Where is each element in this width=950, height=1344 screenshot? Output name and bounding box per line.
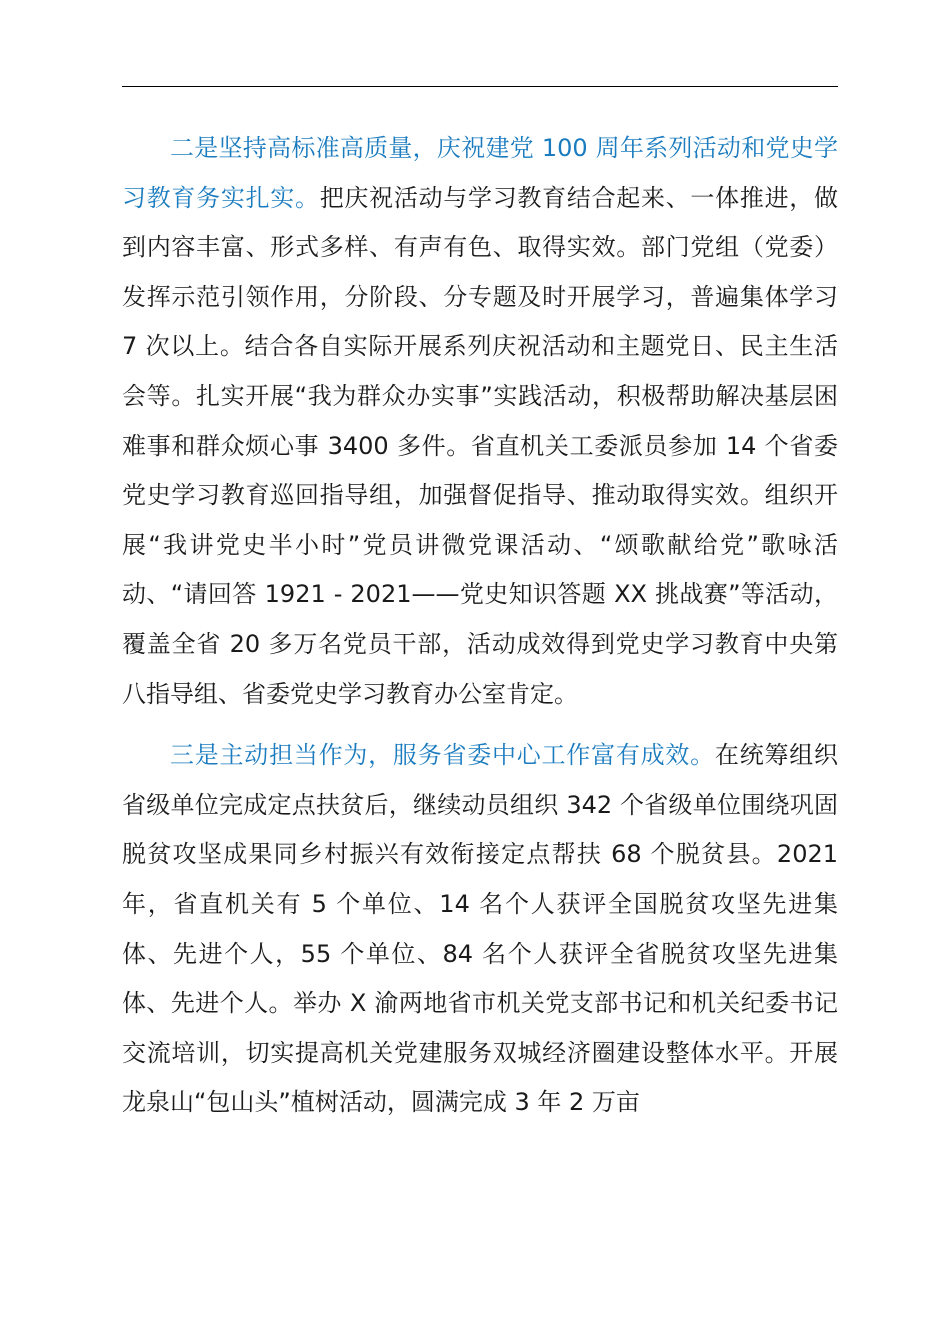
paragraph-heading: 三是主动担当作为，服务省委中心工作富有成效。 [170, 741, 715, 770]
paragraph-text: 在统筹组织省级单位完成定点扶贫后，继续动员组织 342 个省级单位围绕巩固脱贫攻坚成果同乡村振兴有效衔接定点帮扶 68 个脱贫县。2021 年，省直机关有 5 个单位、14 名个人获评全国脱贫攻坚先进集体、先进个人，55 个单位、84 名个人获评全省脱贫攻坚先进集体、先进个人。举办 X 渝两地省市机关党支部书记和机关纪委书记交流培训，切实提高机关党建服务双城经济圈建设整体水平。开展龙泉山“包山头”植树活动，圆满完成 3 年 2 万亩 [122, 741, 838, 1117]
header-rule [122, 86, 838, 87]
paragraph-text: 把庆祝活动与学习教育结合起来、一体推进，做到内容丰富、形式多样、有声有色、取得实效。部门党组（党委）发挥示范引领作用，分阶段、分专题及时开展学习，普遍集体学习 7 次以上。结合各自实际开展系列庆祝活动和主题党日、民主生活会等。扎实开展“我为群众办实事”实践活动，积极帮助解决基层困难事和群众烦心事 3400 多件。省直机关工委派员参加 14 个省委党史学习教育巡回指导组，加强督促指导、推动取得实效。组织开展“我讲党史半小时”党员讲微党课活动、“颂歌献给党”歌咏活动、“请回答 1921 - 2021——党史知识答题 XX 挑战赛”等活动，覆盖全省 20 多万名党员干部，活动成效得到党史学习教育中央第八指导组、省委党史学习教育办公室肯定。 [122, 183, 839, 708]
paragraph-central-work [122, 731, 838, 1128]
paragraph-heading: 二是坚持高标准高质量，庆祝建党 100 周年系列活动和党史学习教育务实扎实。 [122, 134, 838, 212]
paragraph-party-history [122, 124, 838, 719]
document-body [122, 124, 838, 1128]
